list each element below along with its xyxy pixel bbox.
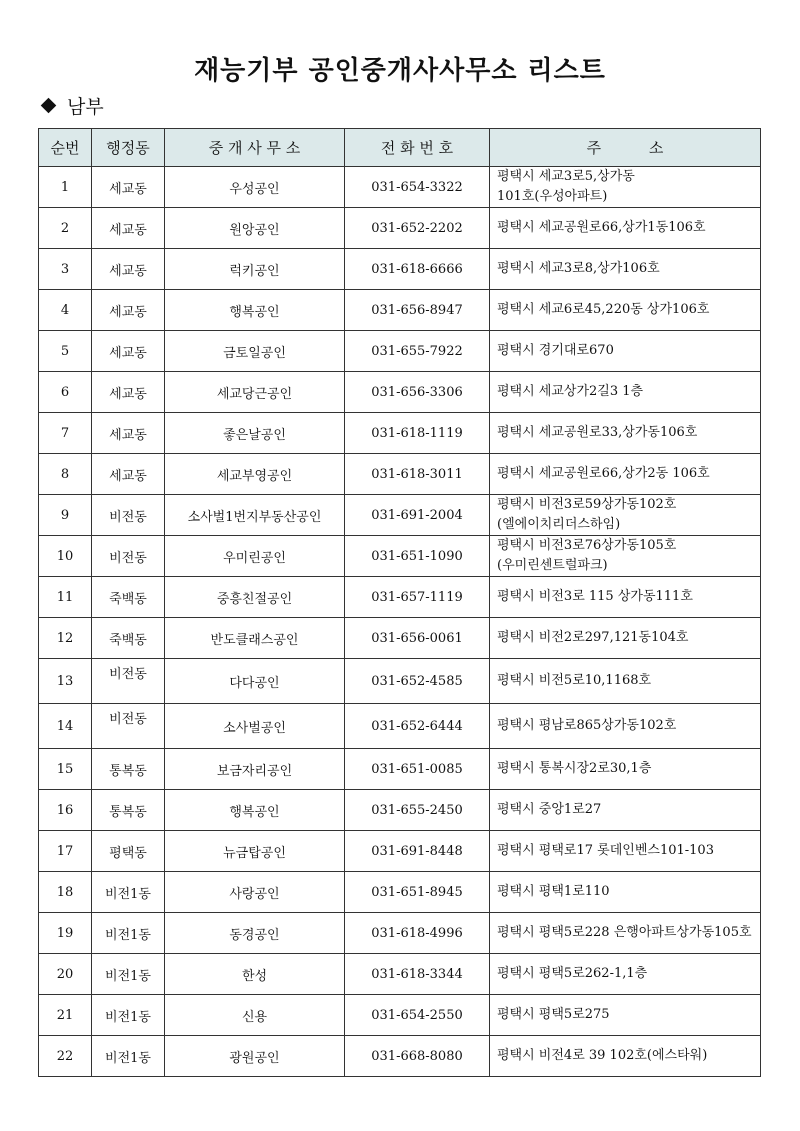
row-dong: 세교동: [92, 331, 165, 372]
row-phone: 031-618-3344: [345, 954, 490, 995]
row-office: 신용: [165, 995, 345, 1036]
row-address: 평택시 비전2로297,121동104호: [490, 618, 761, 659]
row-dong: 세교동: [92, 208, 165, 249]
section-heading: [40, 92, 104, 119]
row-office: 좋은날공인: [165, 413, 345, 454]
row-address: 평택시 평택5로262-1,1층: [490, 954, 761, 995]
row-dong: 비전1동: [92, 1036, 165, 1077]
row-office: 소사벌1번지부동산공인: [165, 495, 345, 536]
row-address: 평택시 평택5로228 은행아파트상가동105호: [490, 913, 761, 954]
table-row: [39, 167, 761, 208]
row-number: 18: [39, 872, 92, 913]
row-office: 세교당근공인: [165, 372, 345, 413]
table-row: [39, 790, 761, 831]
row-office: 금토일공인: [165, 331, 345, 372]
row-number: 22: [39, 1036, 92, 1077]
row-number: 11: [39, 577, 92, 618]
row-dong: 세교동: [92, 413, 165, 454]
row-address: 평택시 평택5로275: [490, 995, 761, 1036]
row-address: 평택시 세교6로45,220동 상가106호: [490, 290, 761, 331]
row-number: 17: [39, 831, 92, 872]
header-dong: 행정동: [92, 129, 165, 167]
row-office: 세교부영공인: [165, 454, 345, 495]
row-office: 뉴금탑공인: [165, 831, 345, 872]
row-phone: 031-656-0061: [345, 618, 490, 659]
row-office: 행복공인: [165, 790, 345, 831]
row-dong: 비전동: [92, 704, 165, 749]
row-dong: 비전동: [92, 536, 165, 577]
row-phone: 031-654-2550: [345, 995, 490, 1036]
row-number: 8: [39, 454, 92, 495]
row-number: 13: [39, 659, 92, 704]
table-row: [39, 208, 761, 249]
row-phone: 031-691-2004: [345, 495, 490, 536]
row-dong: 비전1동: [92, 995, 165, 1036]
row-phone: 031-651-8945: [345, 872, 490, 913]
row-office: 중흥친절공인: [165, 577, 345, 618]
row-phone: 031-618-1119: [345, 413, 490, 454]
row-dong: 비전1동: [92, 872, 165, 913]
row-address: 평택시 세교3로8,상가106호: [490, 249, 761, 290]
row-address: 평택시 평택로17 롯데인벤스101-103: [490, 831, 761, 872]
table-row: [39, 995, 761, 1036]
row-dong: 비전1동: [92, 954, 165, 995]
row-office: 보금자리공인: [165, 749, 345, 790]
row-phone: 031-668-8080: [345, 1036, 490, 1077]
row-number: 10: [39, 536, 92, 577]
row-address: 평택시 평택1로110: [490, 872, 761, 913]
row-office: 동경공인: [165, 913, 345, 954]
row-address: 평택시 경기대로670: [490, 331, 761, 372]
row-phone: 031-657-1119: [345, 577, 490, 618]
row-office: 행복공인: [165, 290, 345, 331]
table-row: [39, 954, 761, 995]
row-phone: 031-654-3322: [345, 167, 490, 208]
row-number: 15: [39, 749, 92, 790]
row-office: 반도클래스공인: [165, 618, 345, 659]
diamond-bullet-icon: [41, 98, 57, 114]
row-address: 평택시 통복시장2로30,1층: [490, 749, 761, 790]
table-row: [39, 913, 761, 954]
row-office: 소사벌공인: [165, 704, 345, 749]
table-row: [39, 749, 761, 790]
row-phone: 031-651-1090: [345, 536, 490, 577]
row-address: 평택시 비전5로10,1168호: [490, 659, 761, 704]
row-number: 19: [39, 913, 92, 954]
header-no: 순번: [39, 129, 92, 167]
row-number: 21: [39, 995, 92, 1036]
row-number: 7: [39, 413, 92, 454]
row-address: 평택시 세교공원로66,상가1동106호: [490, 208, 761, 249]
row-address: 평택시 비전3로 115 상가동111호: [490, 577, 761, 618]
row-dong: 죽백동: [92, 618, 165, 659]
header-office: 중 개 사 무 소: [165, 129, 345, 167]
row-phone: 031-652-4585: [345, 659, 490, 704]
row-office: 럭키공인: [165, 249, 345, 290]
table-row: [39, 704, 761, 749]
row-dong: 평택동: [92, 831, 165, 872]
table-row: [39, 1036, 761, 1077]
row-office: 다다공인: [165, 659, 345, 704]
row-phone: 031-655-2450: [345, 790, 490, 831]
row-address: 평택시 세교상가2길3 1층: [490, 372, 761, 413]
row-office: 원앙공인: [165, 208, 345, 249]
row-phone: 031-691-8448: [345, 831, 490, 872]
row-dong: 세교동: [92, 249, 165, 290]
row-address: 평택시 비전3로59상가동102호 (엘에이치리더스하임): [490, 495, 761, 536]
row-dong: 세교동: [92, 454, 165, 495]
table-row: [39, 577, 761, 618]
row-office: 사랑공인: [165, 872, 345, 913]
row-phone: 031-651-0085: [345, 749, 490, 790]
table-row: [39, 495, 761, 536]
row-dong: 죽백동: [92, 577, 165, 618]
row-address: 평택시 세교공원로33,상가동106호: [490, 413, 761, 454]
table-row: [39, 331, 761, 372]
row-address: 평택시 비전3로76상가동105호 (우미린센트럴파크): [490, 536, 761, 577]
table-row: [39, 454, 761, 495]
row-phone: 031-618-4996: [345, 913, 490, 954]
row-dong: 비전동: [92, 495, 165, 536]
row-dong: 비전1동: [92, 913, 165, 954]
row-number: 14: [39, 704, 92, 749]
row-dong: 세교동: [92, 167, 165, 208]
page-title: 재능기부 공인중개사사무소 리스트: [194, 56, 606, 86]
table-row: [39, 872, 761, 913]
office-table: [38, 128, 761, 1077]
row-number: 16: [39, 790, 92, 831]
table-row: [39, 372, 761, 413]
row-number: 2: [39, 208, 92, 249]
row-phone: 031-618-3011: [345, 454, 490, 495]
row-phone: 031-656-3306: [345, 372, 490, 413]
row-office: 우미린공인: [165, 536, 345, 577]
table-row: [39, 831, 761, 872]
table-row: [39, 536, 761, 577]
table-row: [39, 249, 761, 290]
section-label: 남부: [67, 96, 104, 118]
row-office: 한성: [165, 954, 345, 995]
table-row: [39, 413, 761, 454]
row-phone: 031-655-7922: [345, 331, 490, 372]
row-address: 평택시 세교공원로66,상가2동 106호: [490, 454, 761, 495]
row-number: 20: [39, 954, 92, 995]
row-number: 5: [39, 331, 92, 372]
row-phone: 031-652-2202: [345, 208, 490, 249]
table-row: [39, 618, 761, 659]
row-office: 우성공인: [165, 167, 345, 208]
table-header-row: [39, 129, 761, 167]
header-phone: 전 화 번 호: [345, 129, 490, 167]
row-number: 6: [39, 372, 92, 413]
row-address: 평택시 세교3로5,상가동 101호(우성아파트): [490, 167, 761, 208]
row-number: 9: [39, 495, 92, 536]
table-row: [39, 659, 761, 704]
row-phone: 031-618-6666: [345, 249, 490, 290]
row-dong: 통복동: [92, 790, 165, 831]
row-phone: 031-652-6444: [345, 704, 490, 749]
row-dong: 세교동: [92, 290, 165, 331]
row-address: 평택시 중앙1로27: [490, 790, 761, 831]
table-row: [39, 290, 761, 331]
row-phone: 031-656-8947: [345, 290, 490, 331]
row-number: 4: [39, 290, 92, 331]
row-address: 평택시 평남로865상가동102호: [490, 704, 761, 749]
row-number: 1: [39, 167, 92, 208]
row-number: 3: [39, 249, 92, 290]
row-address: 평택시 비전4로 39 102호(에스타워): [490, 1036, 761, 1077]
row-dong: 통복동: [92, 749, 165, 790]
row-office: 광원공인: [165, 1036, 345, 1077]
row-dong: 세교동: [92, 372, 165, 413]
row-number: 12: [39, 618, 92, 659]
header-address: 주 소: [490, 129, 761, 167]
row-dong: 비전동: [92, 659, 165, 704]
